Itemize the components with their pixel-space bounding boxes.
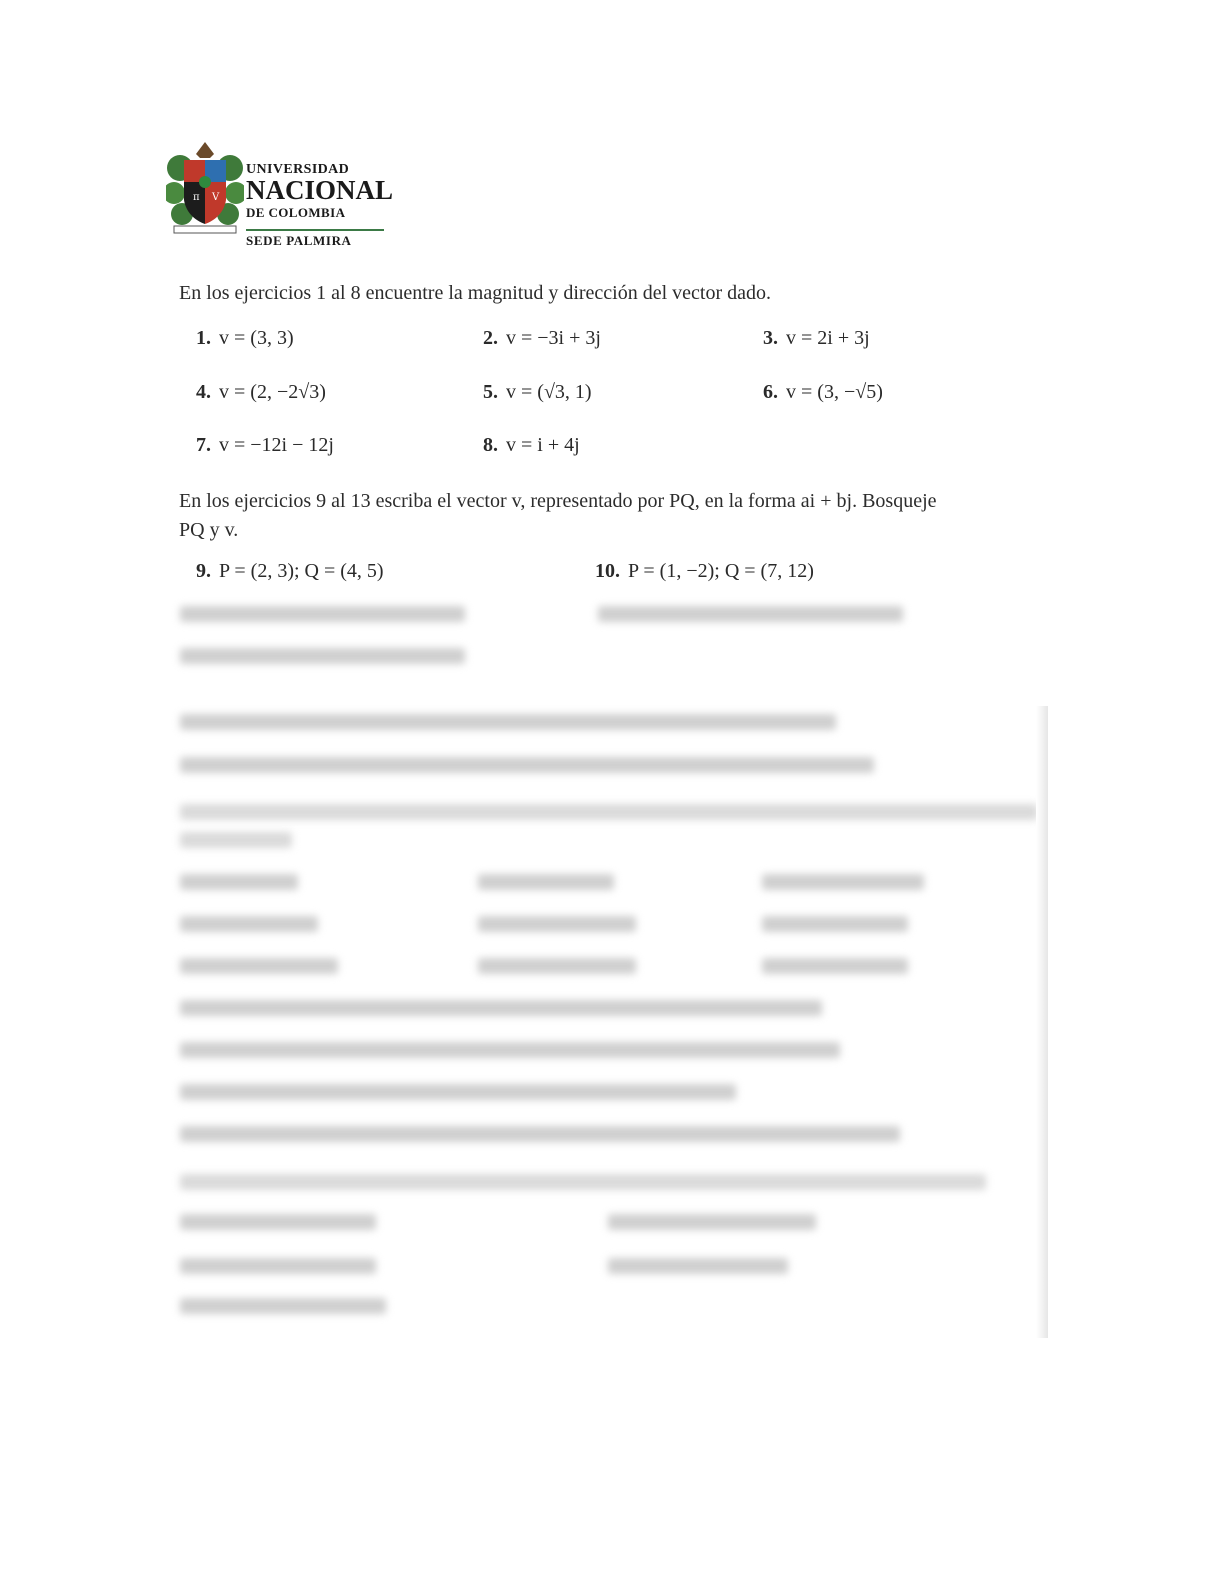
blurred-line [180,1298,386,1314]
blurred-line [180,874,298,890]
exercise-10 [588,560,814,583]
exercise-3 [746,327,870,350]
exercise-number: 2. [483,327,498,349]
blurred-line [608,1214,816,1230]
exercise-9 [179,560,384,583]
blurred-line [180,1084,736,1100]
blurred-line [608,1258,788,1274]
exercise-number: 9. [196,560,211,582]
exercise-expression: v = −12i − 12j [219,434,334,456]
section2-intro-line2: PQ y v. [179,519,239,541]
blurred-line [180,757,874,773]
blurred-line [180,1000,822,1016]
section2-intro-line1: En los ejercicios 9 al 13 escriba el vector v, representado por PQ, en la forma ai + bj. Bosqueje [179,490,937,512]
blurred-line [478,958,636,974]
exercise-number: 1. [196,327,211,349]
logo-sede: SEDE PALMIRA [246,233,352,248]
logo-de-colombia: DE COLOMBIA [246,205,346,220]
blurred-line [180,958,338,974]
logo-university: UNIVERSIDAD [246,162,350,177]
exercise-number: 6. [763,381,778,403]
exercise-4 [179,381,326,404]
blurred-line [180,648,465,664]
exercise-6 [746,381,883,404]
exercise-7 [179,434,334,457]
blurred-line [180,1174,986,1190]
exercise-number: 3. [763,327,778,349]
exercise-number: 7. [196,434,211,456]
section1-intro: En los ejercicios 1 al 8 encuentre la magnitud y dirección del vector dado. [179,282,772,304]
svg-text:V: V [212,192,220,203]
blurred-line [762,874,924,890]
blurred-line [180,714,836,730]
exercise-number: 10. [595,560,620,582]
exercise-expression: v = −3i + 3j [506,327,601,349]
exercise-number: 5. [483,381,498,403]
exercise-expression: v = (√3, 1) [506,381,592,403]
blurred-line [180,1214,376,1230]
blurred-line [598,606,903,622]
blurred-line [180,1258,376,1274]
blurred-line [180,804,1038,820]
blurred-line [478,916,636,932]
exercise-2 [466,327,601,350]
logo-divider [246,229,384,231]
blurred-line [180,606,465,622]
exercise-number: 8. [483,434,498,456]
exercise-expression: v = 2i + 3j [786,327,870,349]
blurred-line [762,958,908,974]
university-logo [166,138,392,250]
blurred-line [180,832,292,848]
exercise-expression: P = (1, −2); Q = (7, 12) [628,560,814,582]
logo-nacional: NACIONAL [246,175,394,205]
blurred-line [762,916,908,932]
crest-icon [166,138,244,238]
scan-edge-shadow [1036,706,1048,1338]
blurred-line [180,1042,840,1058]
exercise-expression: v = (3, 3) [219,327,294,349]
exercise-8 [466,434,580,457]
exercise-number: 4. [196,381,211,403]
exercise-5 [466,381,592,404]
blurred-line [180,916,318,932]
exercise-1 [179,327,294,350]
svg-text:π: π [193,192,200,203]
exercise-expression: v = (3, −√5) [786,381,883,403]
exercise-expression: v = (2, −2√3) [219,381,326,403]
blurred-line [478,874,614,890]
blurred-line [180,1126,900,1142]
exercise-expression: v = i + 4j [506,434,580,456]
exercise-expression: P = (2, 3); Q = (4, 5) [219,560,384,582]
